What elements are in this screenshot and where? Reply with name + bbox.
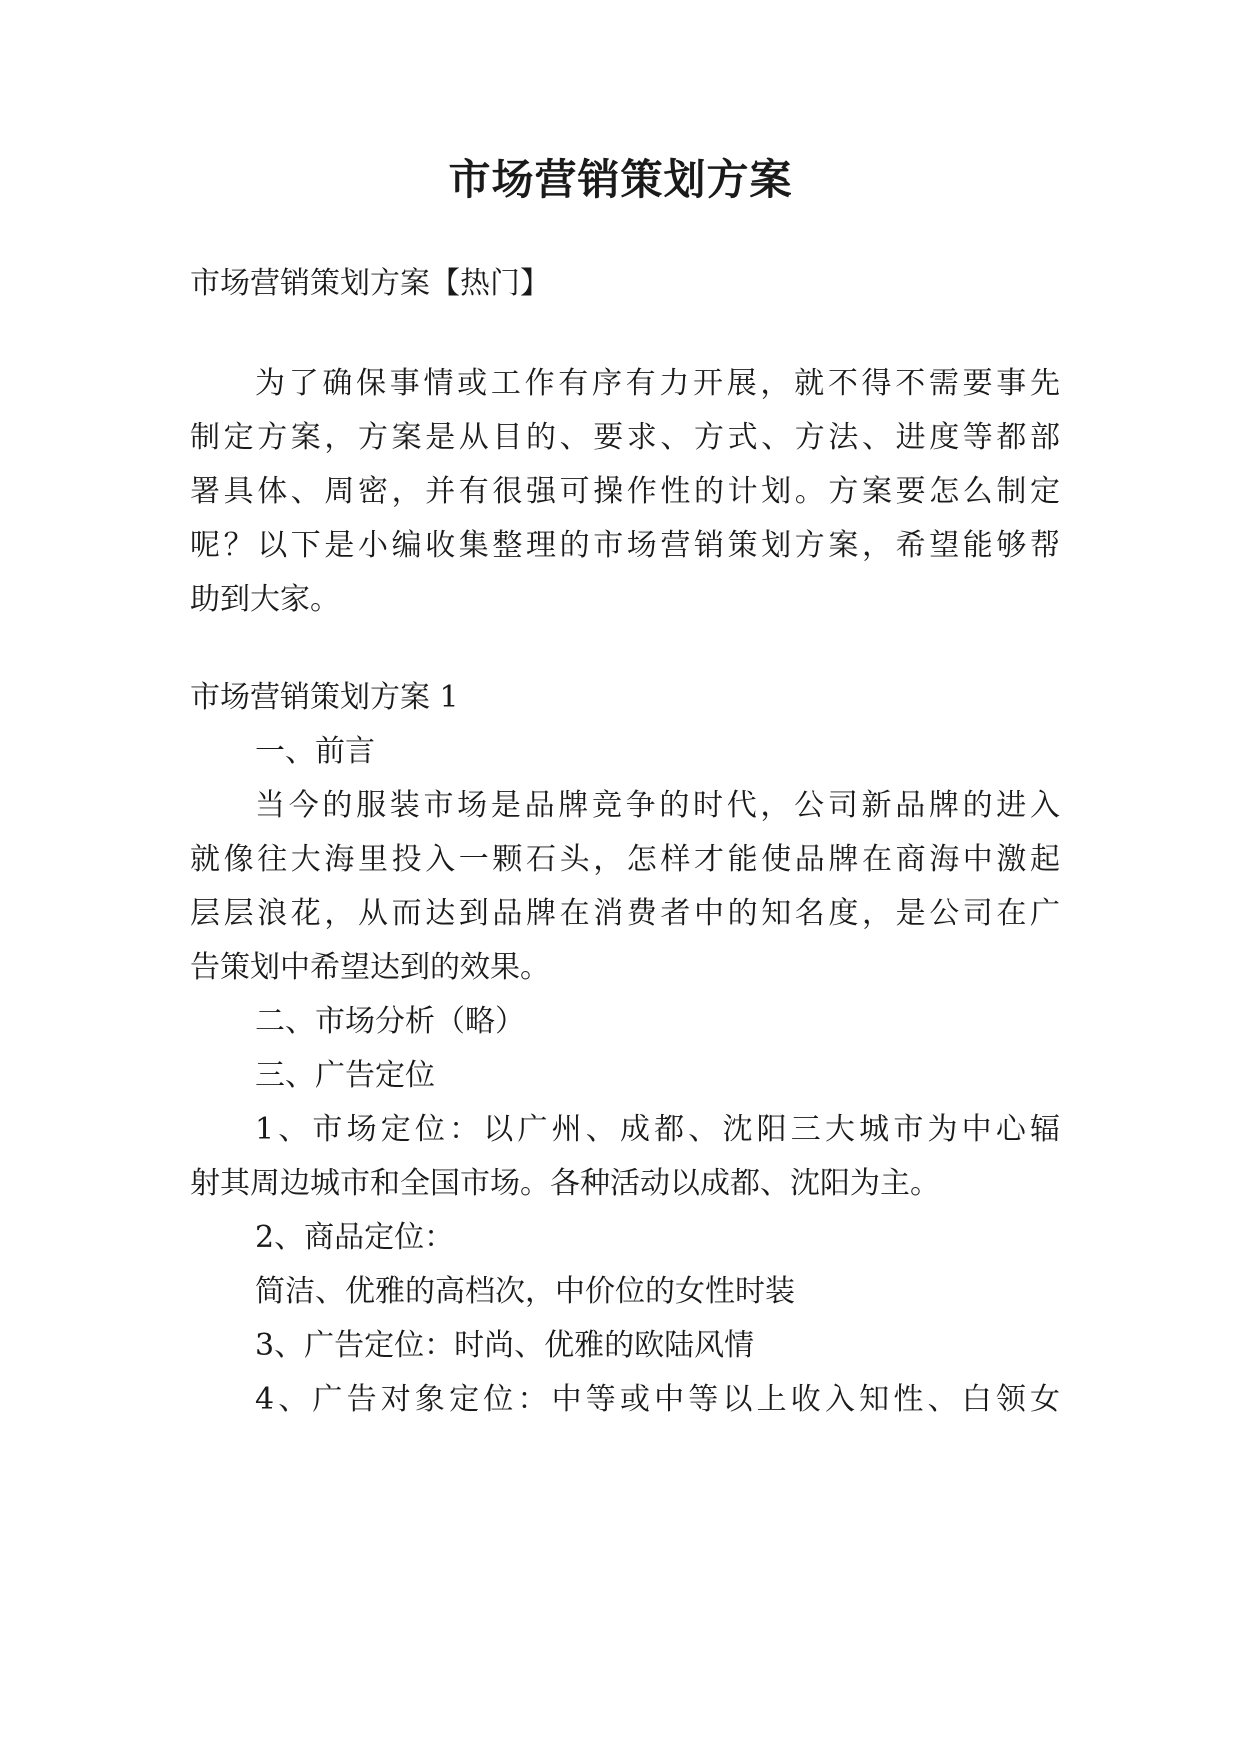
ad-positioning-heading: 三、广告定位 — [255, 1058, 435, 1093]
preface-heading: 一、前言 — [255, 734, 375, 769]
intro-line-5: 助到大家。 — [190, 582, 340, 617]
intro-line-3: 署具体、周密，并有很强可操作性的计划。方案要怎么制定 — [190, 474, 1060, 509]
item2-text: 简洁、优雅的高档次，中价位的女性时装 — [255, 1274, 795, 1309]
document-subtitle: 市场营销策划方案【热门】 — [190, 266, 550, 301]
item4-text: 4、广告对象定位：中等或中等以上收入知性、白领女 — [255, 1382, 1060, 1417]
preface-line-3: 层层浪花，从而达到品牌在消费者中的知名度，是公司在广 — [190, 896, 1060, 931]
item2-heading: 2、商品定位： — [255, 1220, 455, 1255]
preface-line-4: 告策划中希望达到的效果。 — [190, 950, 550, 985]
intro-line-2: 制定方案，方案是从目的、要求、方式、方法、进度等都部 — [190, 420, 1060, 455]
market-analysis-heading: 二、市场分析（略） — [255, 1004, 525, 1039]
section-heading: 市场营销策划方案 1 — [190, 680, 459, 715]
document-title: 市场营销策划方案 — [448, 155, 793, 204]
item3-text: 3、广告定位：时尚、优雅的欧陆风情 — [255, 1328, 755, 1363]
preface-line-1: 当今的服装市场是品牌竞争的时代，公司新品牌的进入 — [255, 788, 1060, 823]
intro-line-4: 呢？以下是小编收集整理的市场营销策划方案，希望能够帮 — [190, 528, 1060, 563]
item1-line-1: 1、市场定位：以广州、成都、沈阳三大城市为中心辐 — [255, 1112, 1060, 1147]
intro-line-1: 为了确保事情或工作有序有力开展，就不得不需要事先 — [255, 366, 1060, 401]
preface-line-2: 就像往大海里投入一颗石头，怎样才能使品牌在商海中激起 — [190, 842, 1060, 877]
item1-line-2: 射其周边城市和全国市场。各种活动以成都、沈阳为主。 — [190, 1166, 940, 1201]
